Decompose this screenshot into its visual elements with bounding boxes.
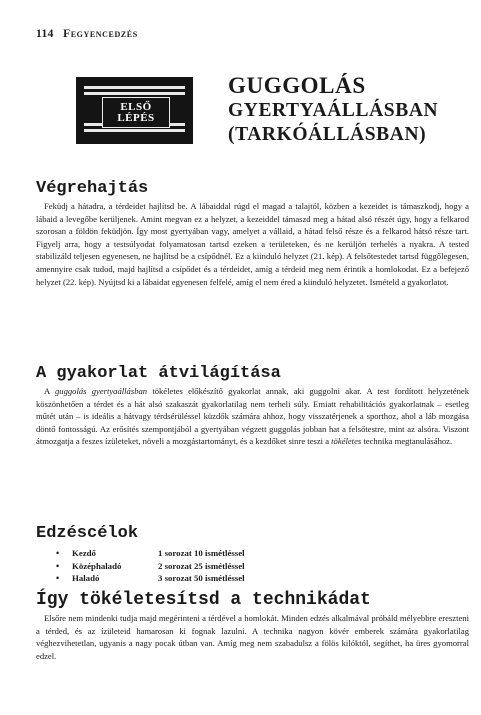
goal-target: 3 sorozat 50 ismétléssel [158, 573, 245, 584]
heading-gyakorlat-atvilagitasa [36, 364, 281, 384]
paragraph-gyakorlat-part1: A [44, 386, 55, 396]
paragraph-gyakorlat-part3: technika megtanulásához. [361, 436, 453, 447]
goal-level: Haladó [72, 573, 100, 584]
heading-technika: Így tökéletesítsd a technikádat [36, 590, 371, 610]
chapter-title-line2: GYERTYAÁLLÁSBAN [228, 100, 439, 121]
running-head [36, 28, 138, 40]
goal-item [56, 572, 245, 585]
badge-label-box [102, 97, 170, 128]
bullet-icon: • [56, 573, 60, 584]
step-badge [76, 77, 193, 144]
paragraph-gyakorlat-em1: guggolás gyertyaállásban [54, 386, 148, 396]
paragraph-technika: Elsőre nem mindenki tudja majd megérinteni a térdével a homlokát. Minden edzés alkalmával próbáld mélyebbre ereszteni a térded, és az ízületeid hamarosan ki fognak lazulni. A technika nagyon kövér emberek számára gyakorlatilag véghezvihetetlan, ugyanis a nagy pocak útban van. Amíg meg nem szabadulsz a fölös kilóktól, segíthet, ha üres gyomorral edzel. [36, 613, 469, 661]
goal-level: Középhaladó [72, 560, 122, 571]
goal-target: 2 sorozat 25 ismétléssel [158, 560, 245, 571]
paragraph-gyakorlat [36, 385, 469, 448]
paragraph-vegrehajtas: Feküdj a hátadra, a térdeidet hajlítsd be. A lábaiddal rúgd el magad a talajtól, közben a kezeidet is támaszkodj, hogy a lábaid a levegőbe kerüljenek. Amint megvan ez a helyzet, a kezeiddel támaszd meg a hátad alsó részét úgy, hogy a felkarod szorosan a földön feküdjön. Így most gyertyában vagy, amelyet a vállaid, a hátad felső része és a felkarod hátsó része tart. Figyelj arra, hogy a testsúlyodat folyamatosan tartsd ezeken a területeken, és ne kerüljön terhelés a nyakra. A tested stabilizáld teljesen egyenesen, ne hajlítsd be a csípődnél. Ez a kiinduló helyzet (21. kép). A felsőtestedet tartsd függőlegesen, amennyire csak tudod, majd hajlítsd a csípődet és a térdeidet, amíg a térdeid meg nem érintik a homlokodat. Ez a befejező helyzet (22. kép). Nyújtsd ki a lábaidat egyenesen felfelé, amíg el nem éred a kiinduló helyzetet. Ismételd a gyakorlatot. [36, 201, 469, 287]
badge-label-line2: LÉPÉS [117, 112, 155, 124]
bullet-icon: • [56, 548, 60, 558]
badge-label-line1: ELSŐ [120, 101, 152, 113]
page-number: 114 [36, 28, 54, 40]
badge-label [103, 102, 169, 124]
heading-edzescelok: Edzéscélok [36, 524, 139, 543]
goal-level: Kezdő [72, 548, 96, 558]
goal-item [56, 547, 245, 560]
heading-gyakorlat-text: A gyakorlat átvilágítása [36, 364, 281, 383]
training-goals-list [56, 547, 245, 585]
heading-vegrehajtas: Végrehajtás [36, 179, 149, 198]
paragraph-gyakorlat-em2: tökéletes [331, 436, 362, 447]
chapter-title-line3: (TARKÓÁLLÁSBAN) [228, 124, 427, 145]
goal-item [56, 560, 245, 573]
paragraph-gyakorlat-part2: tökéletes előkészítő gyakorlat annak, aki guggolni akar. A test fordított helyzetének köszönhetően a térdet és a hát alsó szakaszát gyakorlatilag nem terheli súly. Emiatt rehabilitációs gyakorlatnak – esetleg műtét után – is ideális a hátvagy térdsérüléssel küzdők számára ahhoz, hogy visszatérjenek a sporthoz, ahol a láb mozgása döntő fontosságú. Az erősítés szempontjából a gyertyában végzett guggolás jobban hat a felsőtestre, mint az alsóra. Viszont átmozgatja a feszes ízületeket, növeli a mozgástartományt, és a kezdőket sinre teszi a [36, 386, 469, 447]
goal-target: 1 sorozat 10 ismétléssel [158, 548, 245, 558]
bullet-icon: • [56, 560, 60, 571]
chapter-title [228, 72, 468, 147]
chapter-title-line1: GUGGOLÁS [228, 73, 366, 98]
book-title: Fegyencedzés [63, 28, 138, 40]
